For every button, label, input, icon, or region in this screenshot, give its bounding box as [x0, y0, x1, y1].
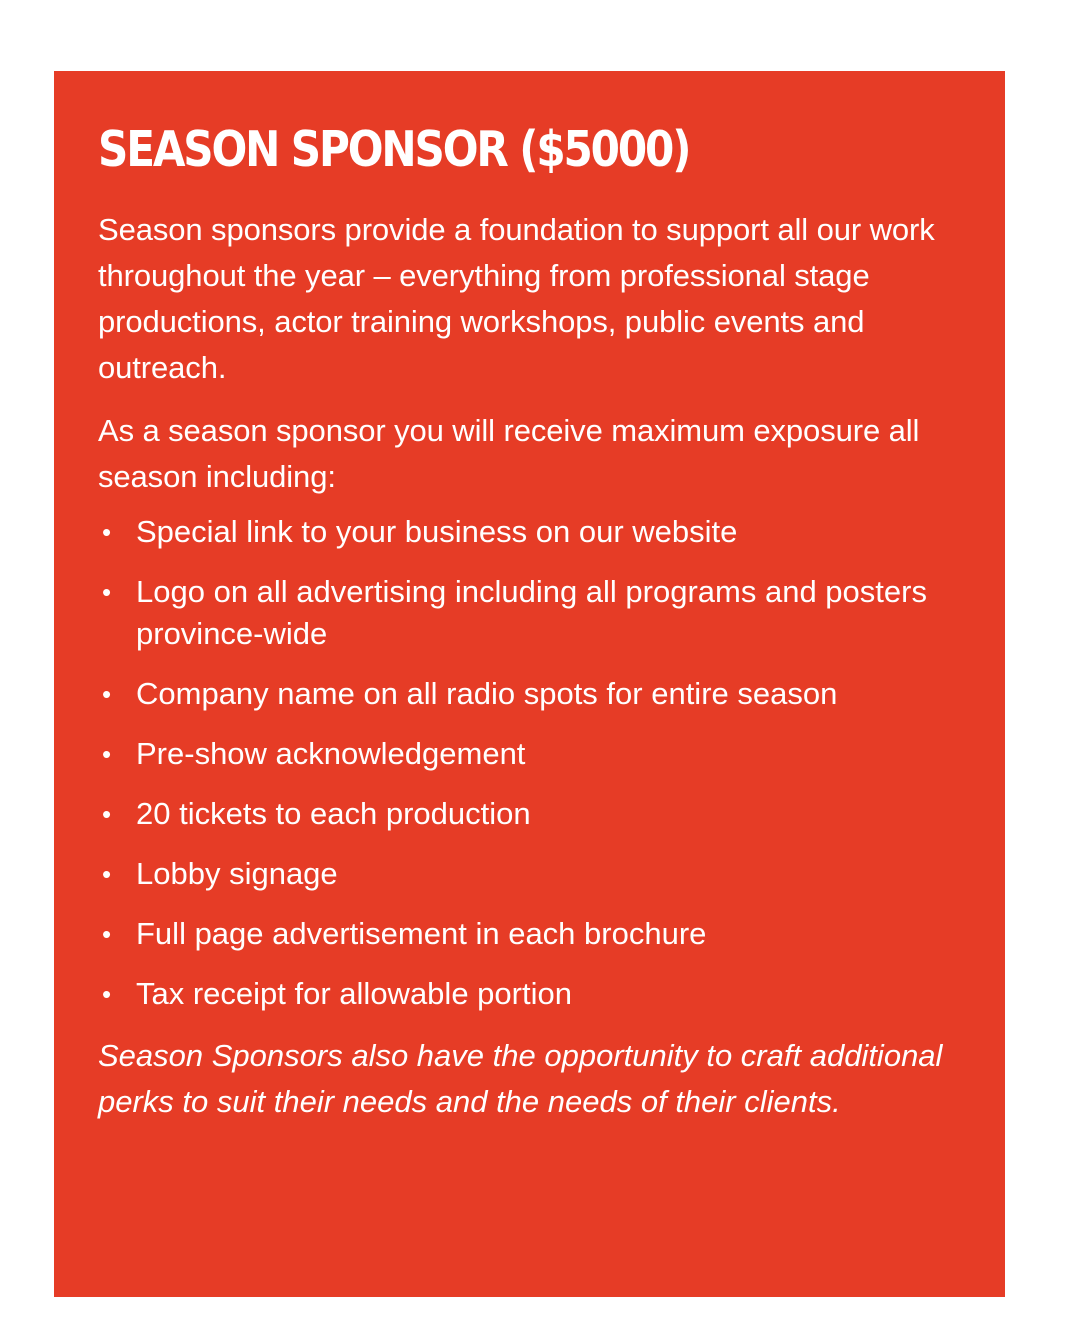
- benefit-text: 20 tickets to each production: [136, 796, 531, 831]
- benefit-text: Full page advertisement in each brochure: [136, 916, 707, 951]
- list-item: [98, 913, 965, 955]
- benefit-text: Logo on all advertising including all programs and posters province-wide: [136, 574, 927, 651]
- benefit-text: Tax receipt for allowable portion: [136, 976, 572, 1011]
- intro-text: Season sponsors provide a foundation to support all our work throughout the year – everything from professional stage productions, actor training workshops, public events and outreach.: [98, 212, 935, 385]
- panel-title: SEASON SPONSOR ($5000): [98, 121, 690, 178]
- list-item: [98, 571, 965, 655]
- list-item: [98, 511, 965, 553]
- bullet-icon: •: [102, 799, 112, 829]
- benefit-text: Company name on all radio spots for entire season: [136, 676, 838, 711]
- bullet-icon: •: [102, 979, 112, 1009]
- list-item: [98, 973, 965, 1015]
- list-item: [98, 673, 965, 715]
- bullet-icon: •: [102, 517, 112, 547]
- bullet-icon: •: [102, 577, 112, 607]
- intro-paragraph: [98, 207, 965, 391]
- benefit-text: Pre-show acknowledgement: [136, 736, 526, 771]
- benefits-lead-paragraph: [98, 408, 965, 500]
- bullet-icon: •: [102, 859, 112, 889]
- bullet-icon: •: [102, 919, 112, 949]
- closing-note: Season Sponsors also have the opportunity to craft additional perks to suit their needs and the needs of their clients.: [98, 1038, 943, 1119]
- sponsor-panel: [54, 71, 1005, 1297]
- bullet-icon: •: [102, 739, 112, 769]
- benefit-text: Lobby signage: [136, 856, 338, 891]
- bullet-icon: •: [102, 679, 112, 709]
- benefit-text: Special link to your business on our website: [136, 514, 738, 549]
- list-item: [98, 853, 965, 895]
- benefits-list: [98, 511, 965, 1015]
- benefits-lead-text: As a season sponsor you will receive maximum exposure all season including:: [98, 413, 920, 494]
- list-item: [98, 733, 965, 775]
- list-item: [98, 793, 965, 835]
